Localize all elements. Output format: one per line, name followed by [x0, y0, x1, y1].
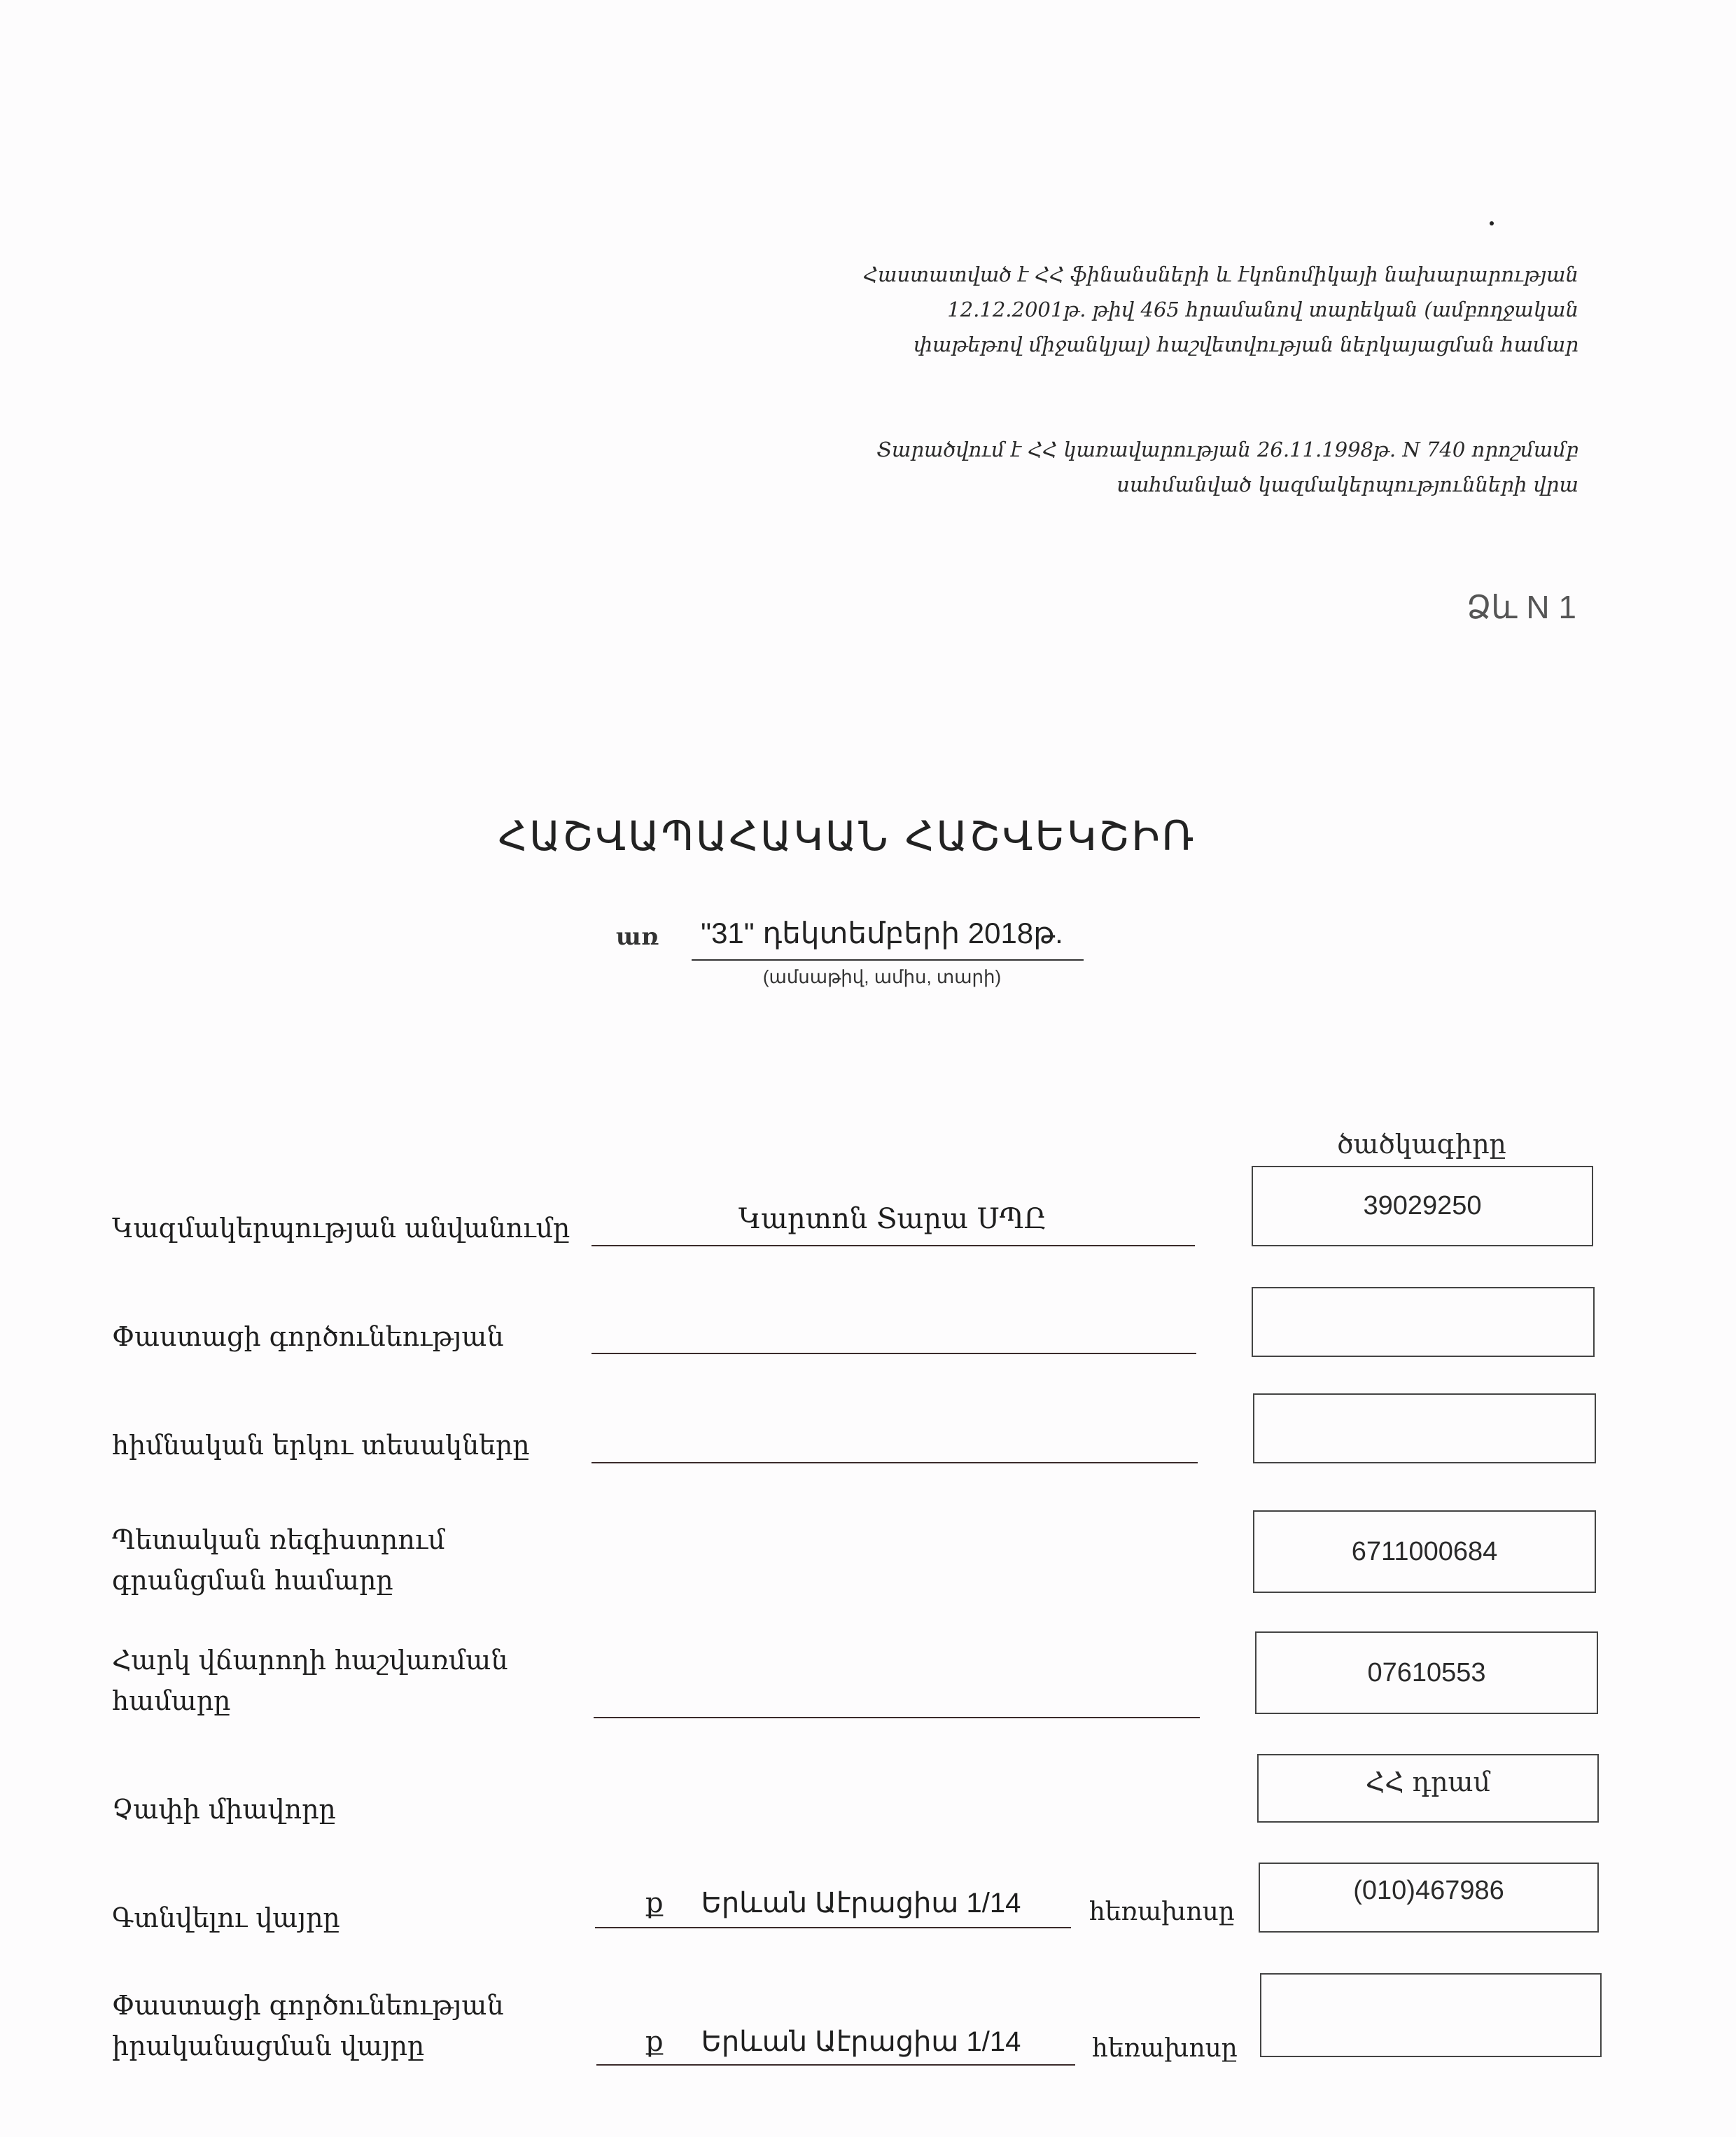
report-date[interactable]: "31" դեկտեմբերի 2018թ. — [701, 917, 1063, 949]
form-number: Ձև N 1 — [1466, 589, 1576, 625]
location-phone-box[interactable]: (010)467986 — [1259, 1863, 1599, 1933]
approval-line-2: 12.12.2001թ. թիվ 465 հրամանով տարեկան (ամբողջական — [947, 298, 1578, 321]
approval-line-3: փաթեթով միջանկյալ) հաշվետվության ներկայացման համար — [913, 333, 1578, 356]
state-reg-label-1: Պետական ռեգիստրում — [112, 1524, 445, 1555]
activity-types-code-box[interactable] — [1253, 1393, 1596, 1463]
org-name-value[interactable]: Կարտոն Տարա ՍՊԸ — [738, 1203, 1047, 1235]
location-city-prefix: ք — [645, 1887, 664, 1919]
activity-types-label: հիմնական երկու տեսակները — [112, 1430, 530, 1461]
activity-location-underline — [596, 2064, 1075, 2066]
activity-code-box[interactable] — [1252, 1287, 1595, 1357]
activity-location-phone-label: հեռախոսը — [1092, 2034, 1238, 2063]
org-name-underline — [592, 1245, 1195, 1246]
unit-label: Չափի միավորը — [112, 1794, 336, 1825]
org-code-box[interactable]: 39029250 — [1252, 1166, 1593, 1246]
scope-line-1: Տարածվում է ՀՀ կառավարության 26.11.1998թ. N 740 որոշմամբ — [876, 438, 1578, 461]
activity-location-label-2: իրականացման վայրը — [112, 2031, 425, 2061]
unit-box[interactable]: ՀՀ դրամ — [1257, 1754, 1599, 1823]
state-reg-label-2: գրանցման համարը — [112, 1565, 393, 1596]
activity-location-phone-box[interactable] — [1260, 1973, 1602, 2057]
date-hint: (ամսաթիվ, ամիս, տարի) — [762, 966, 1002, 987]
state-reg-code-box[interactable]: 6711000684 — [1253, 1510, 1596, 1593]
activity-location-city-prefix: ք — [645, 2026, 664, 2058]
document-title: ՀԱՇՎԱՊԱՀԱԿԱՆ ՀԱՇՎԵԿՇԻՌ — [498, 812, 1196, 860]
ink-dot — [1490, 221, 1494, 225]
activity-location-address[interactable]: Երևան Աէրացիա 1/14 — [701, 2026, 1021, 2057]
activity-location-label-1: Փաստացի գործունեության — [112, 1990, 504, 2021]
activity-label: Փաստացի գործունեության — [112, 1321, 504, 1352]
date-underline — [692, 959, 1084, 961]
location-phone-label: հեռախոսը — [1089, 1898, 1235, 1926]
activity-underline — [592, 1353, 1196, 1354]
approval-line-1: Հաստատված է ՀՀ ֆինանսների և էկոնոմիկայի նախարարության — [863, 263, 1578, 286]
tax-id-underline — [594, 1717, 1200, 1718]
location-underline — [595, 1927, 1071, 1928]
scope-line-2: սահմանված կազմակերպությունների վրա — [1116, 473, 1578, 496]
activity-types-underline — [592, 1462, 1198, 1463]
org-name-label: Կազմակերպության անվանումը — [112, 1213, 570, 1244]
codes-column-header: ծածկագիրը — [1337, 1129, 1506, 1160]
date-prefix: առ — [616, 923, 659, 951]
location-address[interactable]: Երևան Աէրացիա 1/14 — [701, 1888, 1021, 1919]
tax-id-code-box[interactable]: 07610553 — [1255, 1631, 1598, 1714]
tax-id-label-2: համարը — [112, 1685, 231, 1716]
tax-id-label-1: Հարկ վճարողի հաշվառման — [112, 1645, 508, 1676]
location-label: Գտնվելու վայրը — [112, 1902, 340, 1933]
